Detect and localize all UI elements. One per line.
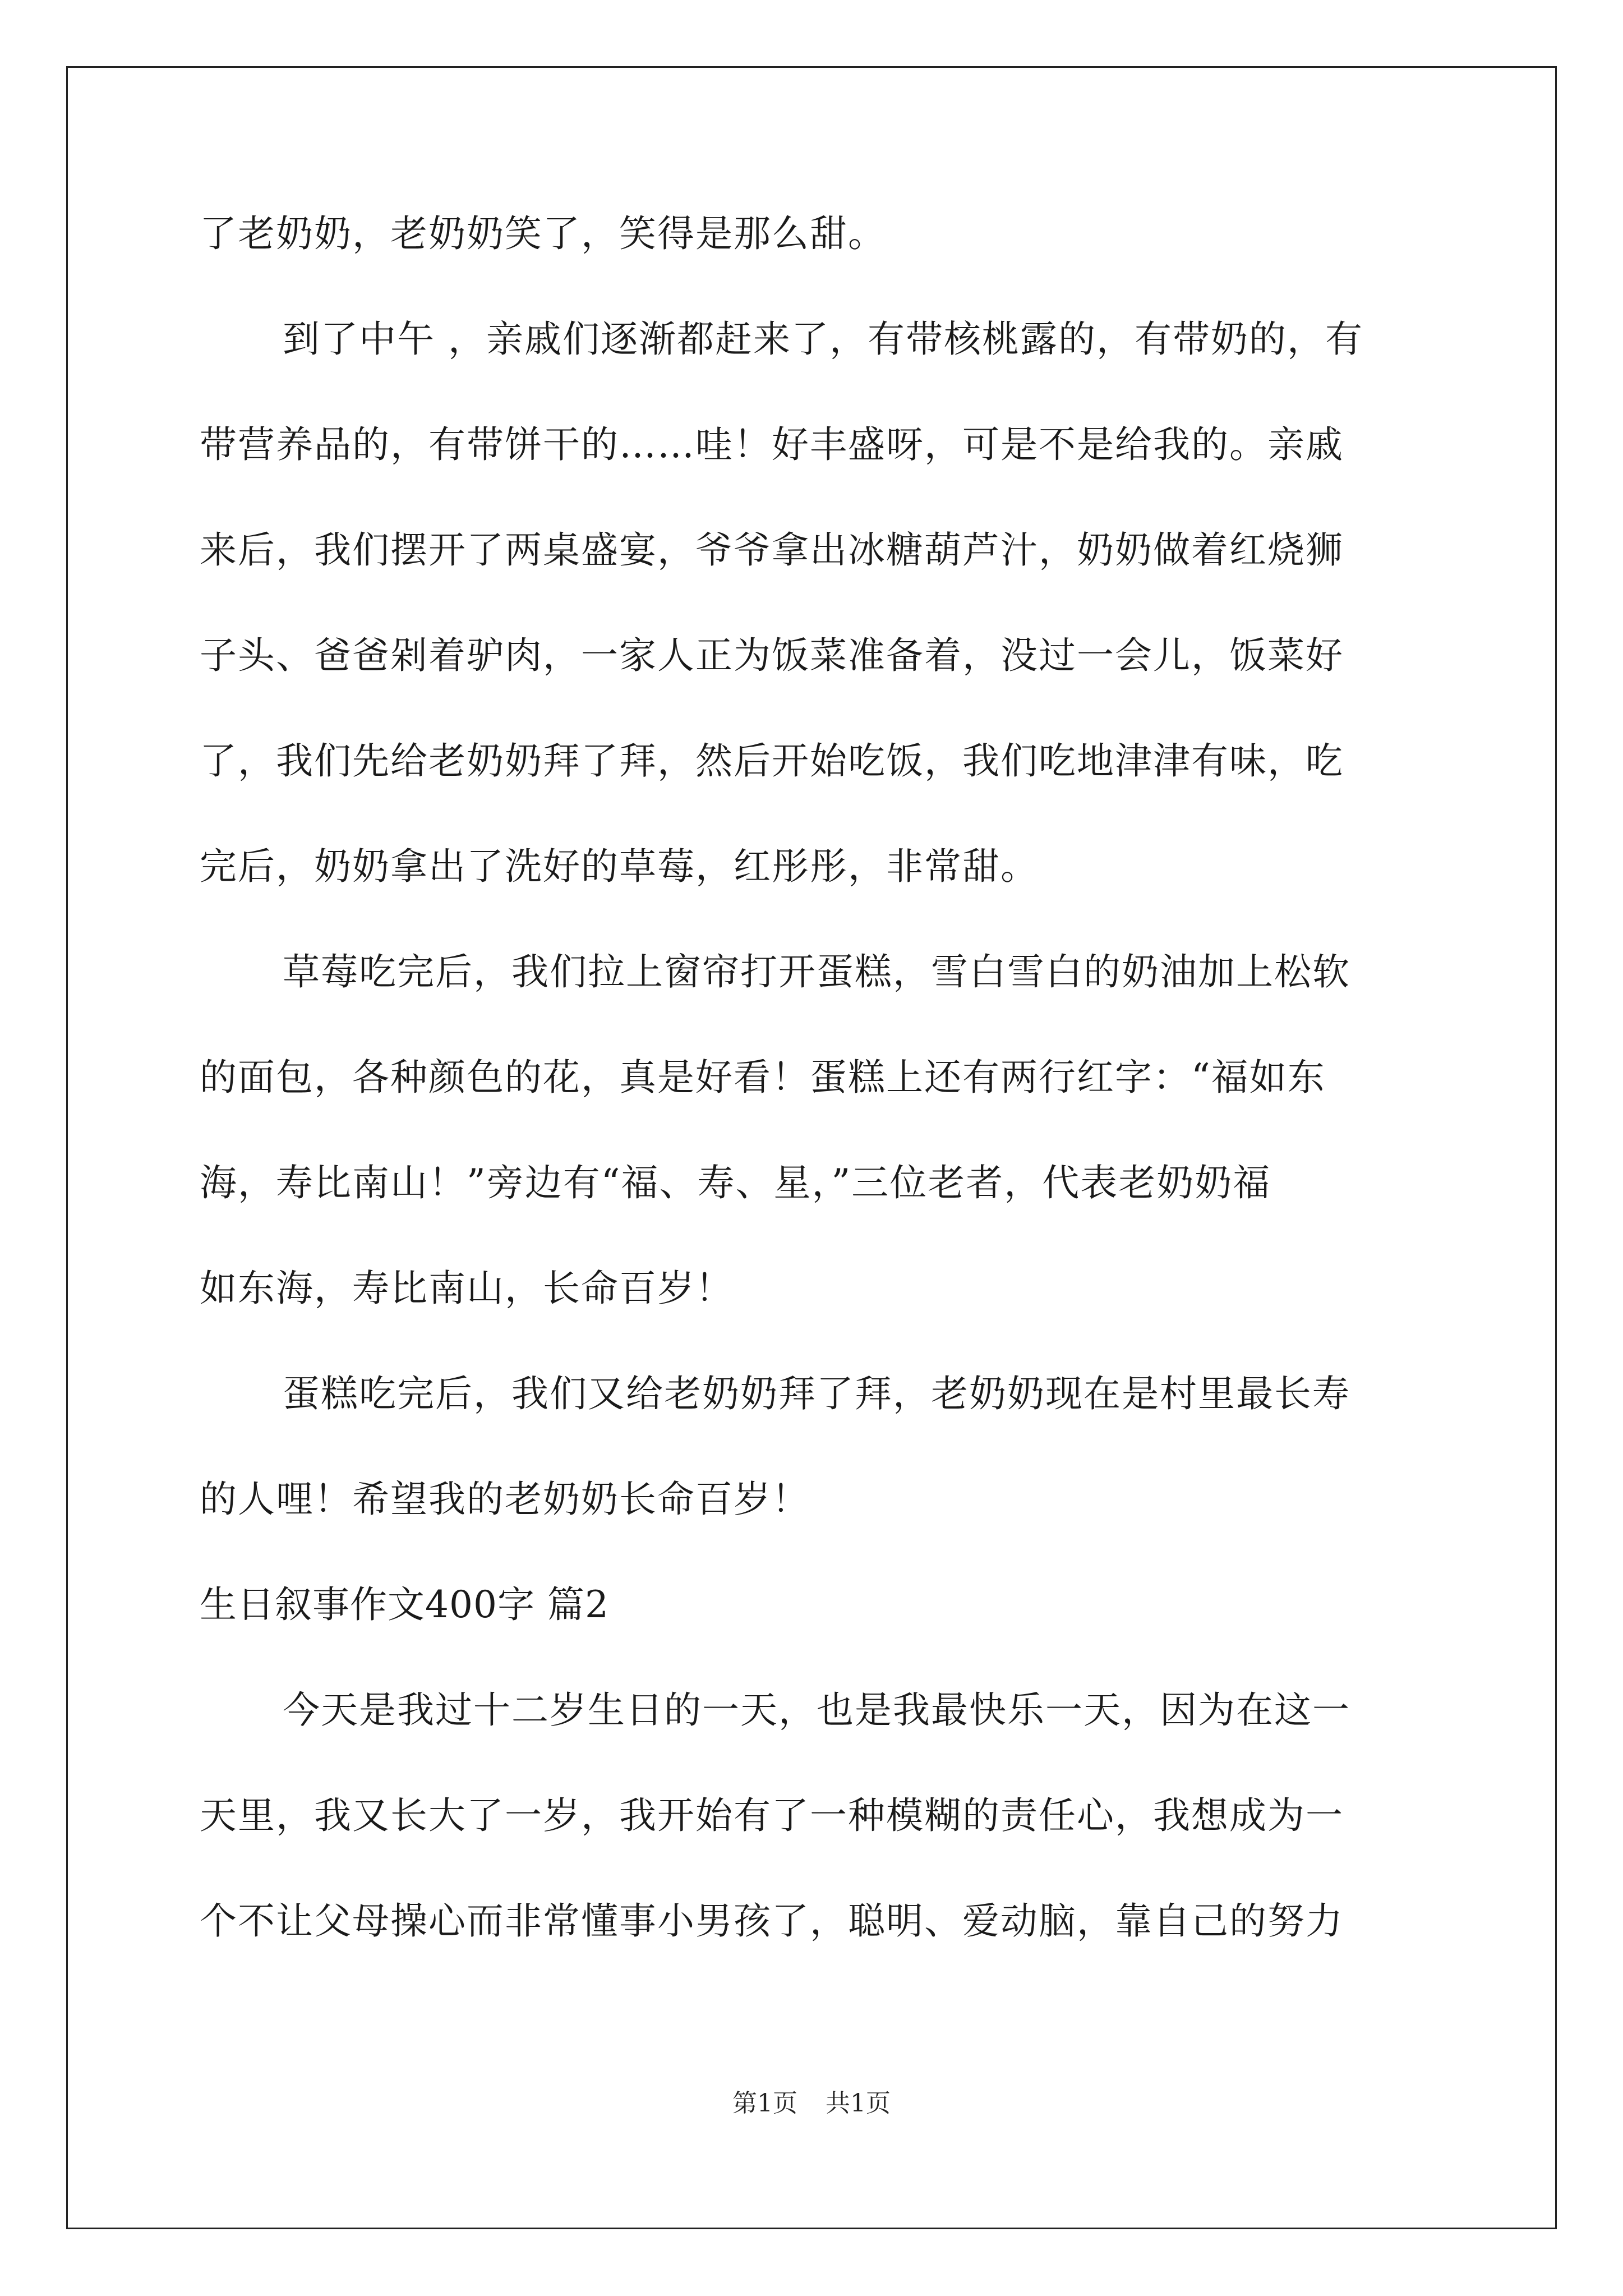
paragraph-line: 今天是我过十二岁生日的一天，也是我最快乐一天，因为在这一: [283, 1688, 1350, 1732]
page-footer: [0, 2087, 1623, 2120]
page-number: 第1页: [732, 2089, 797, 2118]
paragraph-line: 的人哩！希望我的老奶奶长命百岁！: [200, 1478, 810, 1521]
paragraph-line: 天里，我又长大了一岁，我开始有了一种模糊的责任心，我想成为一: [200, 1794, 1344, 1837]
paragraph-line: 到了中午 ，亲戚们逐渐都赶来了，有带核桃露的，有带奶的，有: [283, 318, 1363, 361]
paragraph-line: 海，寿比南山！”旁边有“福、寿、星，”三位老者，代表老奶奶福: [200, 1161, 1271, 1204]
paragraph-line: 的面包，各种颜色的花，真是好看！蛋糕上还有两行红字：“福如东: [200, 1056, 1326, 1099]
paragraph-line: 个不让父母操心而非常懂事小男孩了，聪明、爱动脑，靠自己的努力: [200, 1899, 1344, 1943]
paragraph-line: 蛋糕吃完后，我们又给老奶奶拜了拜，老奶奶现在是村里最长寿: [283, 1372, 1350, 1415]
section-heading: 生日叙事作文400字 篇2: [200, 1583, 609, 1626]
paragraph-line: 子头、爸爸剁着驴肉，一家人正为饭菜准备着，没过一会儿，饭菜好: [200, 634, 1344, 677]
paragraph-line: 来后，我们摆开了两桌盛宴，爷爷拿出冰糖葫芦汁，奶奶做着红烧狮: [200, 528, 1344, 572]
paragraph-line: 如东海，寿比南山，长命百岁！: [200, 1267, 734, 1310]
paragraph-line: 了老奶奶，老奶奶笑了，笑得是那么甜。: [200, 212, 886, 255]
page-total: 共1页: [826, 2089, 891, 2118]
paragraph-line: 草莓吃完后，我们拉上窗帘打开蛋糕，雪白雪白的奶油加上松软: [283, 950, 1350, 993]
paragraph-line: 完后，奶奶拿出了洗好的草莓，红彤彤，非常甜。: [200, 845, 1039, 888]
paragraph-line: 了，我们先给老奶奶拜了拜，然后开始吃饭，我们吃地津津有味，吃: [200, 739, 1344, 783]
paragraph-line: 带营养品的，有带饼干的……哇！好丰盛呀，可是不是给我的。亲戚: [200, 423, 1344, 466]
